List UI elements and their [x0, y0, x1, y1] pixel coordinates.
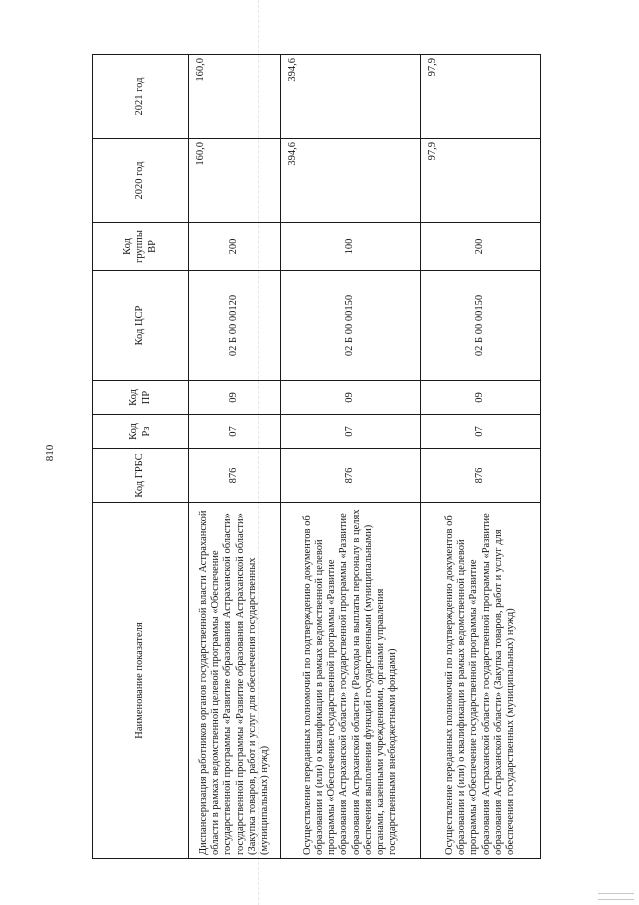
row-name: Осуществление переданных полномочий по подтверждению документов об образовании и (или) о квалификации в рамках ведомственной целевой программы «Обеспечение государственной программы «Развитие образования Астраханской области» государственной программы «Развитие образования Астраханской области» (Расходы на выплаты персоналу в целях обеспечения выполнения функций государственными (муниципальными) органами, казенными учреждениями, органами управления государственными внебюджетными фондами) — [281, 503, 421, 859]
row-vr: 200 — [189, 223, 281, 271]
row-2020: 160,0 — [189, 139, 281, 223]
header-csr: Код ЦСР — [93, 271, 189, 381]
header-pr: Код ПР — [93, 381, 189, 415]
row-pr: 09 — [281, 381, 421, 415]
row-2020: 97,9 — [421, 139, 541, 223]
header-2021: 2021 год — [93, 55, 189, 139]
rotated-table-frame — [92, 55, 516, 859]
row-2021: 97,9 — [421, 55, 541, 139]
row-rz: 07 — [421, 415, 541, 449]
table-row — [189, 55, 281, 859]
table-row — [421, 55, 541, 859]
scan-edge-mark — [598, 893, 634, 894]
row-2021: 394,6 — [281, 55, 421, 139]
header-grbs: Код ГРБС — [93, 449, 189, 503]
header-vr: Код группы ВР — [93, 223, 189, 271]
row-rz: 07 — [189, 415, 281, 449]
row-name: Осуществление переданных полномочий по подтверждению документов об образовании и (или) о квалификации в рамках ведомственной целевой программы «Обеспечение государственной программы «Развитие образования Астраханской области» государственной программы «Развитие образования Астраханской области» (Закупка товаров, работ и услуг для обеспечения государственных (муниципальных) нужд) — [421, 503, 541, 859]
row-grbs: 876 — [281, 449, 421, 503]
header-name: Наименование показателя — [93, 503, 189, 859]
row-pr: 09 — [421, 381, 541, 415]
scan-edge-mark — [598, 899, 634, 900]
row-csr: 02 Б 00 00150 — [281, 271, 421, 381]
row-2020: 394,6 — [281, 139, 421, 223]
row-csr: 02 Б 00 00120 — [189, 271, 281, 381]
row-pr: 09 — [189, 381, 281, 415]
header-rz: Код Рз — [93, 415, 189, 449]
row-name: Диспансеризация работников органов государственной власти Астраханской области в рамках ведомственной целевой программы «Обеспечение государственной программы «Развитие образования Астраханской области» государственной программы «Развитие образования Астраханской области» (Закупка товаров, работ и услуг для обеспечения государственных (муниципальных) нужд) — [189, 503, 281, 859]
table-header-row — [93, 55, 189, 859]
budget-table — [92, 54, 541, 859]
row-grbs: 876 — [421, 449, 541, 503]
row-vr: 200 — [421, 223, 541, 271]
budget-table-container — [92, 55, 516, 859]
table-row — [281, 55, 421, 859]
header-2020: 2020 год — [93, 139, 189, 223]
row-csr: 02 Б 00 00150 — [421, 271, 541, 381]
row-grbs: 876 — [189, 449, 281, 503]
page-number: 810 — [44, 444, 56, 462]
row-2021: 160,0 — [189, 55, 281, 139]
row-rz: 07 — [281, 415, 421, 449]
row-vr: 100 — [281, 223, 421, 271]
